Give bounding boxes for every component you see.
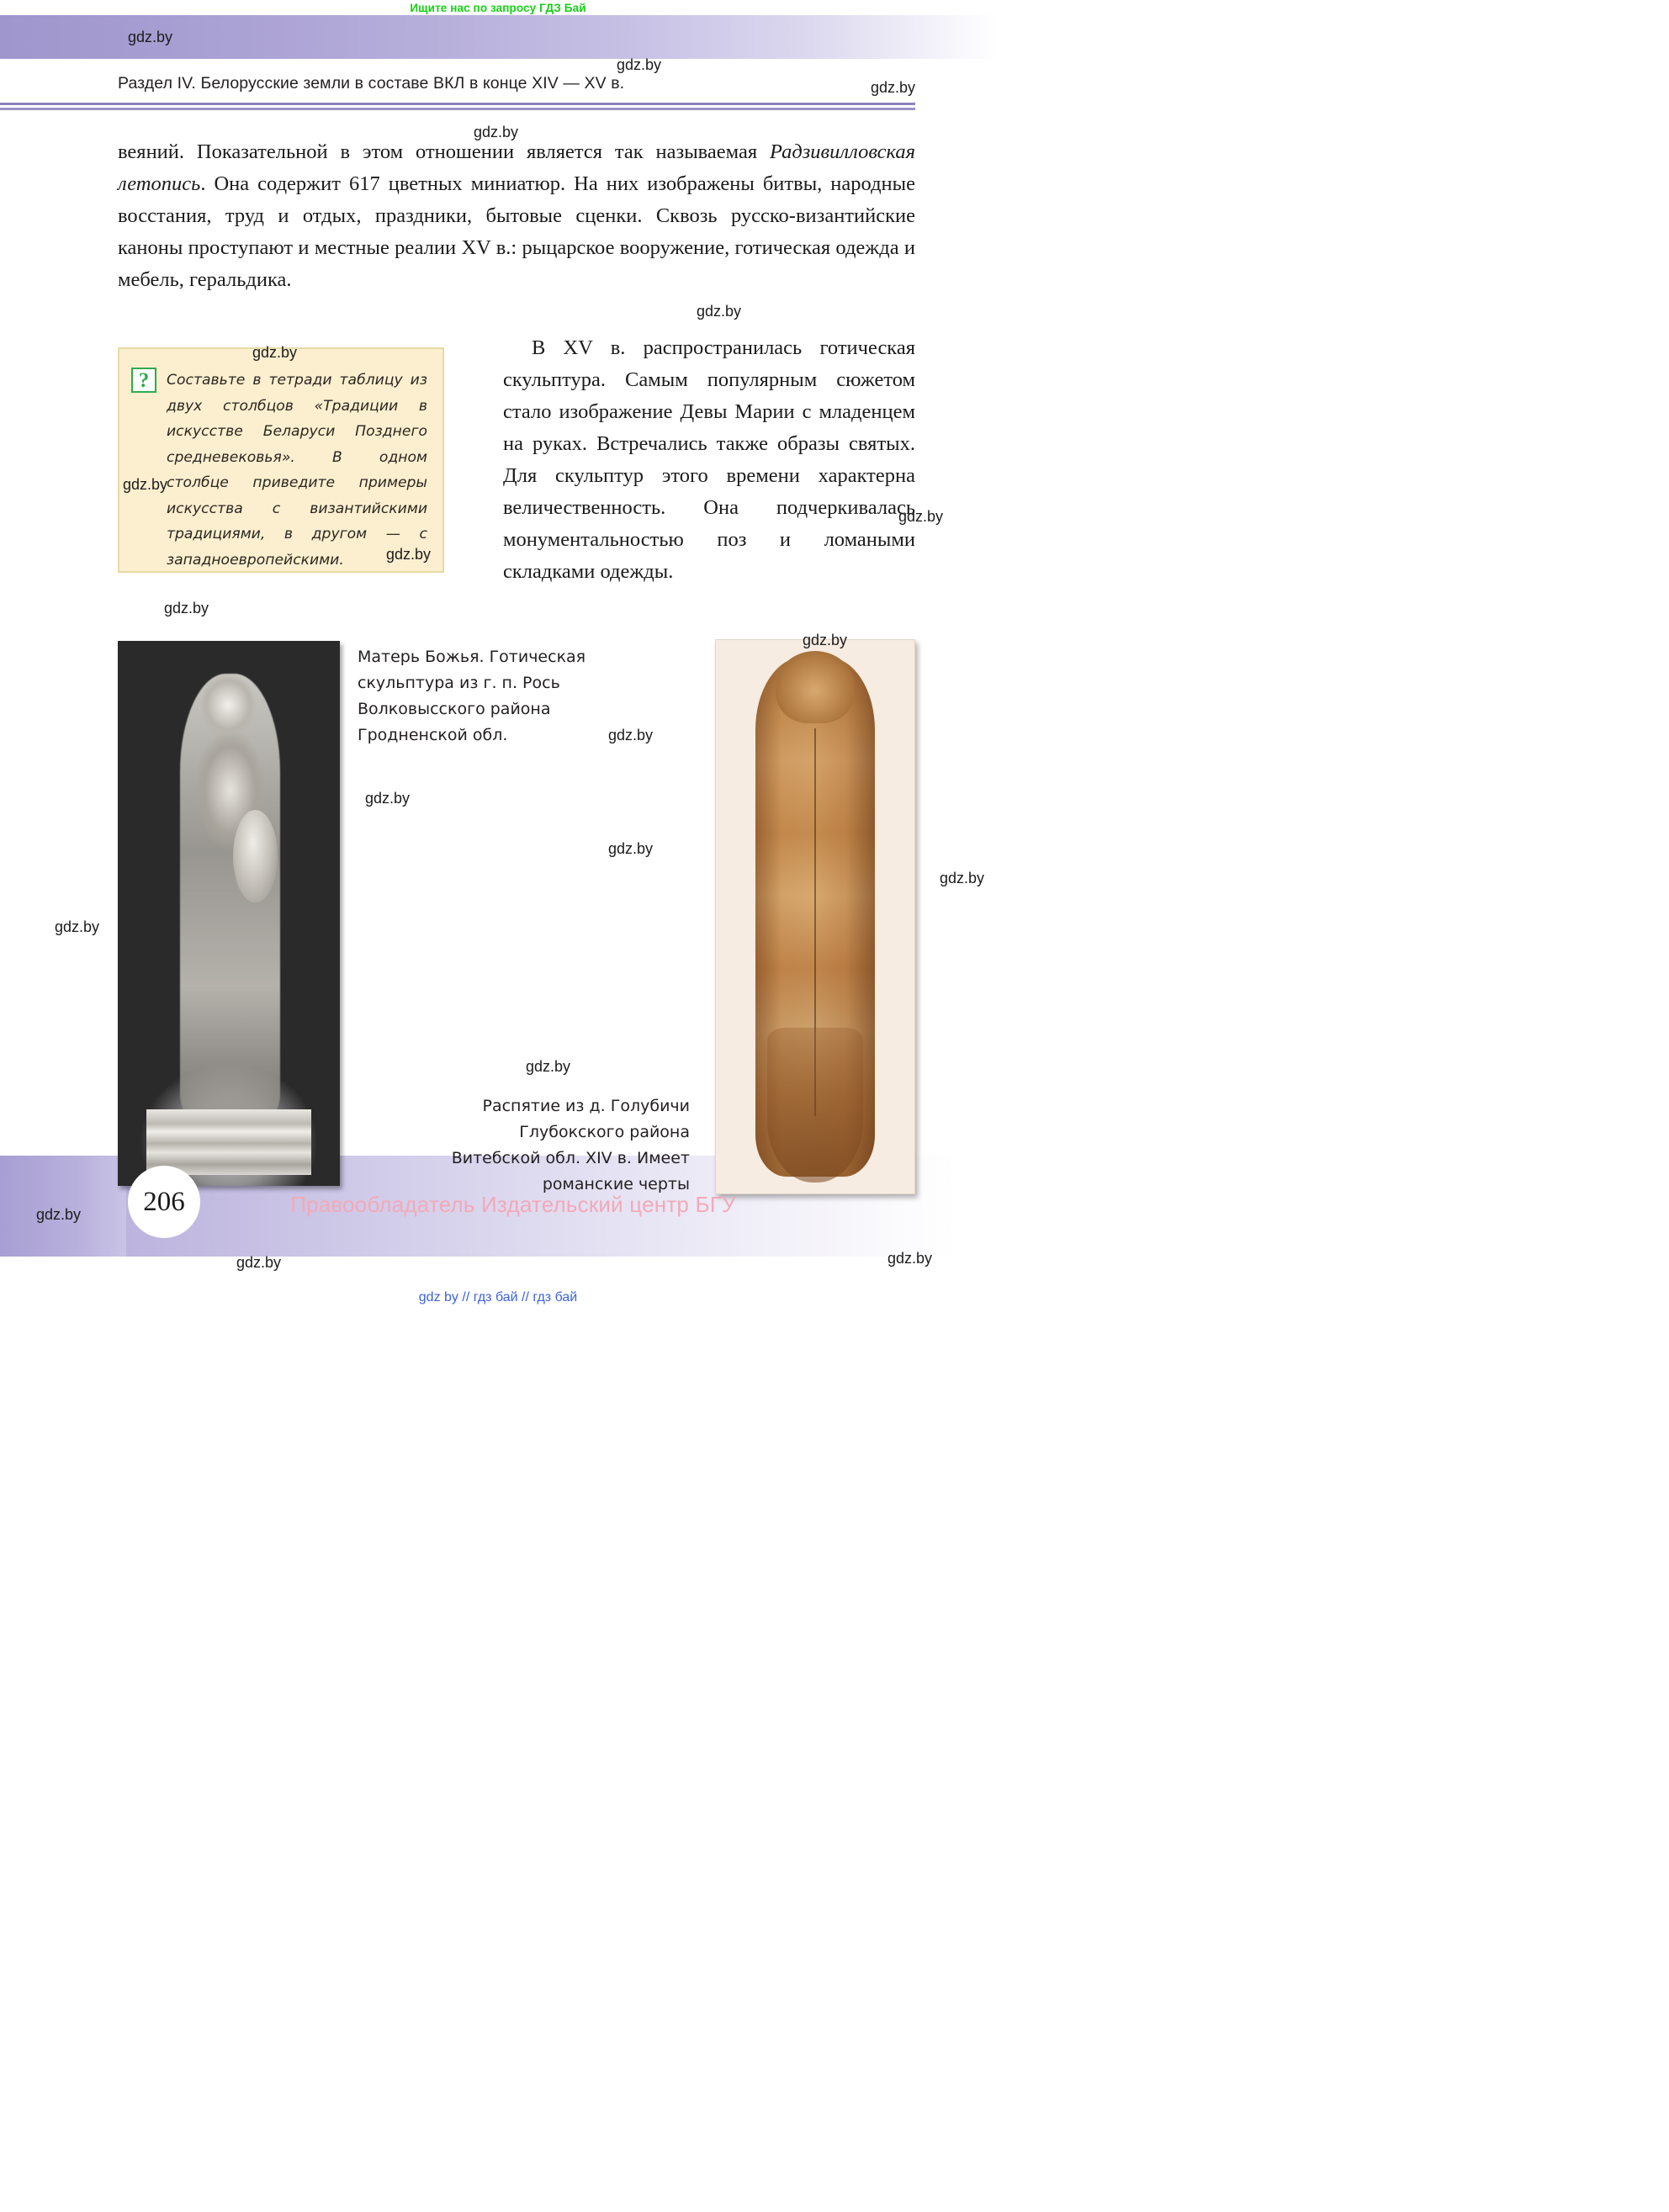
watermark-7: gdz.by [898,508,944,525]
watermark-5: gdz.by [252,344,298,361]
textbook-page [0,0,996,1319]
decorative-band-top [0,15,996,59]
two-column-zone [118,332,915,593]
crucifix-head-shape [776,651,855,723]
watermark-19: gdz.by [236,1254,282,1271]
watermark-3: gdz.by [474,124,519,140]
watermark-4: gdz.by [697,303,742,320]
question-task-text: Составьте в тетради таблицу из двух столбцов «Традиции в искусстве Беларуси Позднего средневековья». В одном столбце приведите примеры искусства с византийскими традициями, в другом — с западноевропейскими. [167,372,427,569]
body-paragraph-sculpture: В XV в. распространилась готическая скульптура. Самым популярным сюжетом стало изображение Девы Марии с младенцем на руках. Встречались также образы святых. Для скульптур этого времени характерна величественность. Она подчеркивалась монументальностью поз и ломаными складками одежды. [503,336,915,583]
header-rule-top [0,103,915,105]
crucifix-legs-shape [767,1028,862,1183]
watermark-14: gdz.by [940,870,985,886]
running-head-title: Раздел IV. Белорусские земли в составе ВКЛ в конце XIV — XV в. [118,74,625,93]
watermark-17: gdz.by [36,1206,82,1223]
watermark-12: gdz.by [365,790,411,807]
watermark-2: gdz.by [871,79,916,96]
watermark-10: gdz.by [803,632,848,648]
watermark-13: gdz.by [608,840,654,857]
crucifix-caption: Распятие из д. Голубичи Глубокского района Витебской обл. XIV в. Имеет романские черты [451,1097,690,1193]
watermark-8: gdz.by [386,546,432,563]
decorative-band-bottom-left [0,1156,126,1257]
watermark-0: gdz.by [128,29,173,45]
body-text-run: веяний. Показательной в этом отношении является так называемая Радзивилловская летопись. Она содержит 617 цветных миниатюр. На них изображены битвы, народные восстания, труд и отдых, праздники, бытовые сценки. Сквозь русско-византийские каноны проступают и местные реалии XV в.: рыцарское вооружение, готическая одежда и мебель, геральдика. [118,140,915,291]
footer-links[interactable]: gdz by // гдз бай // гдз бай [418,1290,578,1304]
madonna-caption: Матерь Божья. Готическая скульптура из г. п. Рось Волковысского района Гродненской обл. [358,648,586,744]
promo-banner-text: Ищите нас по запросу ГДЗ Бай [410,2,586,14]
page-number-badge [128,1166,200,1238]
watermark-9: gdz.by [164,600,209,617]
page-number: 206 [143,1187,185,1217]
watermark-6: gdz.by [123,476,168,493]
body-paragraph-intro [118,136,915,296]
madonna-photo [118,641,340,1186]
question-task-box [118,347,444,573]
crucifix-photo [715,639,915,1194]
question-mark-icon: ? [131,368,156,393]
watermark-1: gdz.by [617,56,662,73]
watermark-11: gdz.by [608,727,654,744]
header-rule-bottom [0,108,915,110]
copyright-notice: Правообладатель Издательский центр БГУ [290,1192,736,1217]
watermark-16: gdz.by [526,1058,571,1075]
madonna-child-shape [233,810,278,902]
watermark-18: gdz.by [887,1250,933,1267]
watermark-15: gdz.by [55,918,100,935]
